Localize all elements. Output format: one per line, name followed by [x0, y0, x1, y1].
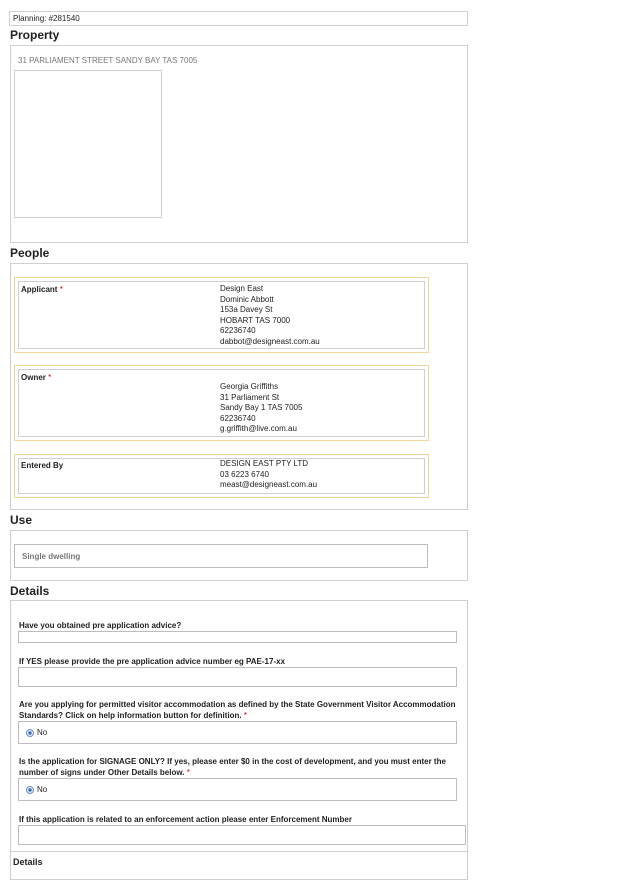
- q-pre-application-number-label: If YES please provide the pre application advice number eg PAE-17-xx: [19, 657, 286, 666]
- q-visitor-accommodation-line2: Standards? Click on help information button for definition.: [19, 711, 242, 720]
- required-marker: *: [243, 711, 248, 720]
- q-signage-only-line2-wrap: [19, 767, 464, 778]
- entered-by-line: 03 6223 6740: [220, 469, 269, 479]
- owner-line: 62236740: [220, 413, 256, 423]
- section-title-use: Use: [10, 513, 33, 527]
- details-divider: [10, 851, 468, 852]
- owner-line: Sandy Bay 1 TAS 7005: [220, 403, 303, 413]
- entered-by-line: meast@designeast.com.au: [220, 480, 318, 490]
- applicant-line: 153a Davey St: [220, 305, 273, 315]
- owner-line: Georgia Griffiths: [220, 382, 279, 391]
- enforcement-number-input[interactable]: [18, 825, 466, 845]
- property-map[interactable]: [14, 70, 162, 218]
- required-marker: *: [48, 373, 52, 382]
- q-signage-only-line2: number of signs under Other Details below.: [19, 768, 185, 777]
- owner-label: [21, 373, 51, 382]
- entered-by-role: Entered By: [21, 461, 64, 470]
- entered-by-label: [21, 461, 63, 470]
- applicant-role: Applicant: [21, 285, 58, 294]
- q-visitor-accommodation-line1: Are you applying for permitted visitor accommodation as defined by the State Government Visitor Accommodation: [19, 700, 456, 709]
- section-title-people: People: [10, 246, 50, 260]
- applicant-details: [220, 284, 320, 348]
- section-title-details: Details: [10, 584, 50, 598]
- owner-line: g.griffith@live.com.au: [220, 424, 297, 434]
- q-pre-application-advice-label: Have you obtained pre application advice?: [19, 621, 182, 630]
- radio-selected-icon[interactable]: [26, 786, 34, 794]
- entered-by-line: DESIGN EAST PTY LTD: [220, 459, 309, 468]
- applicant-line: HOBART TAS 7000: [220, 315, 291, 325]
- q-enforcement-number-label: If this application is related to an enforcement action please enter Enforcement Number: [19, 815, 352, 824]
- q-signage-only-line1: Is the application for SIGNAGE ONLY? If yes, please enter $0 in the cost of development, and you must enter the: [19, 757, 446, 766]
- section-title-property: Property: [10, 28, 60, 42]
- owner-role: Owner: [21, 373, 46, 382]
- q-signage-only-label: [19, 756, 464, 778]
- q-visitor-accommodation-line2-wrap: [19, 710, 464, 721]
- visitor-accommodation-radio-group: [18, 721, 457, 744]
- use-field[interactable]: Single dwelling: [14, 544, 428, 568]
- owner-line: 31 Parliament St: [220, 392, 280, 402]
- required-marker: *: [59, 285, 63, 294]
- property-address: 31 PARLIAMENT STREET SANDY BAY TAS 7005: [18, 56, 198, 65]
- pre-application-advice-select[interactable]: [18, 631, 457, 643]
- radio-selected-icon[interactable]: [26, 729, 34, 737]
- owner-details: [220, 382, 302, 435]
- required-marker: *: [186, 768, 190, 777]
- signage-only-radio-group: [18, 778, 457, 801]
- entered-by-details: [220, 459, 317, 491]
- visitor-accommodation-no-option[interactable]: No: [37, 728, 48, 737]
- signage-only-no-option[interactable]: No: [37, 785, 48, 794]
- planning-number: Planning: #281540: [9, 11, 468, 26]
- applicant-line: Dominic Abbott: [220, 294, 274, 304]
- details-subheading: Details: [13, 857, 43, 867]
- applicant-line: 62236740: [220, 326, 256, 336]
- applicant-line: Design East: [220, 284, 264, 293]
- q-visitor-accommodation-label: [19, 699, 464, 721]
- pre-application-number-input[interactable]: [18, 667, 457, 687]
- applicant-label: [21, 285, 63, 294]
- applicant-line: dabbot@designeast.com.au: [220, 336, 320, 346]
